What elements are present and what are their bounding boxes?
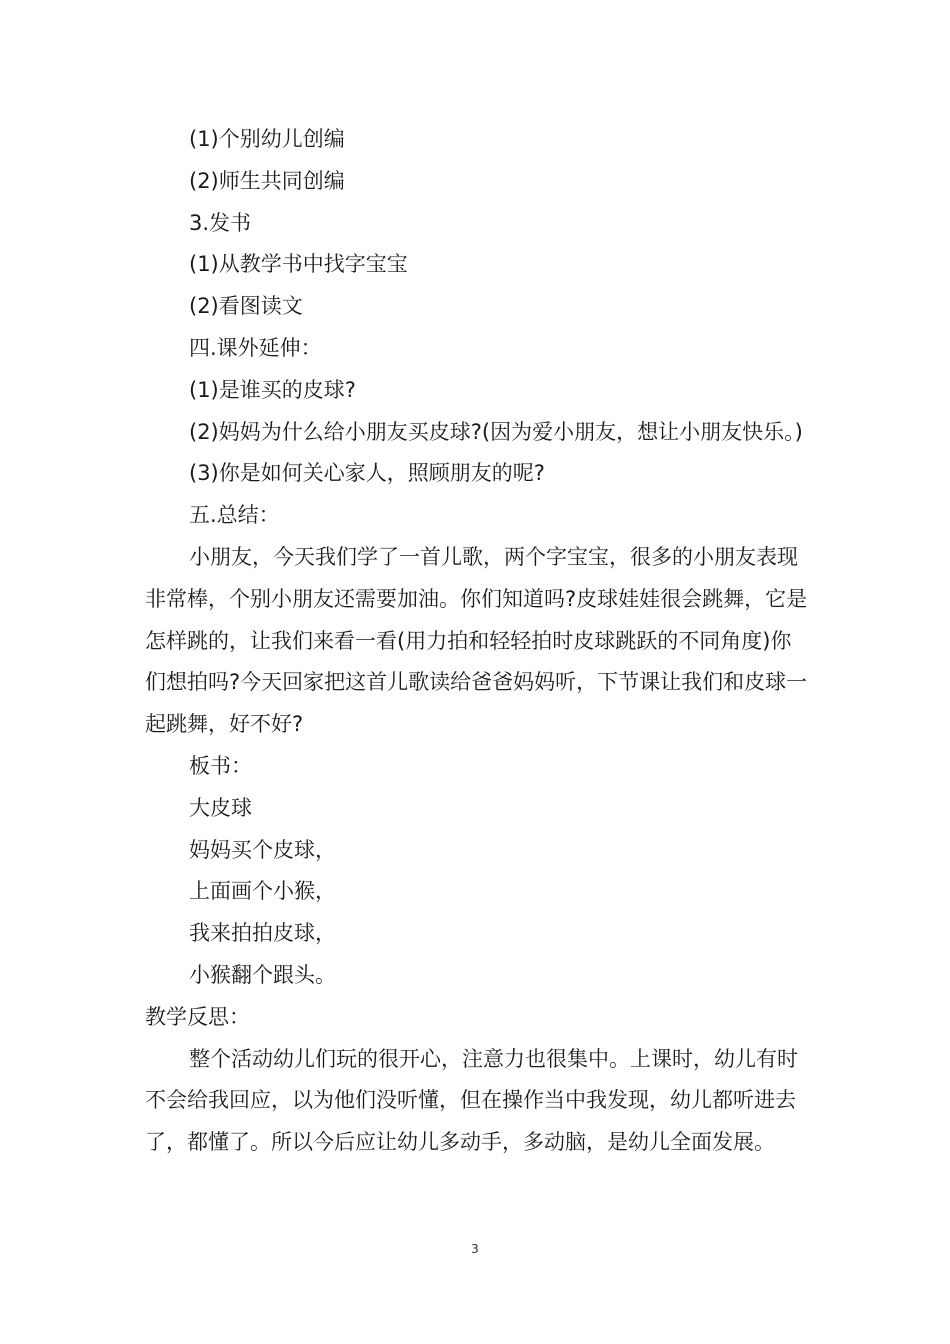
summary-paragraph: 小朋友，今天我们学了一首儿歌，两个字宝宝，很多的小朋友表现非常棒，个别小朋友还需要加油。你们知道吗?皮球娃娃很会跳舞，它是怎样跳的，让我们来看一看(用力拍和轻轻拍时皮球跳跃的不同角度)你们想拍吗?今天回家把这首儿歌读给爸爸妈妈听，下节课让我们和皮球一起跳舞，好不好?	[145, 544, 808, 737]
reflection-paragraph: 整个活动幼儿们玩的很开心，注意力也很集中。上课时，幼儿有时不会给我回应，以为他们没听懂，但在操作当中我发现，幼儿都听进去了，都懂了。所以今后应让幼儿多动手，多动脑，是幼儿全面发展。	[145, 1046, 798, 1155]
paragraph: (2)看图读文	[189, 294, 303, 319]
paragraph: (1)个别幼儿创编	[189, 127, 345, 151]
section-heading: 五.总结：	[189, 503, 280, 528]
paragraph: (2)妈妈为什么给小朋友买皮球?(因为爱小朋友，想让小朋友快乐。)	[189, 419, 803, 444]
paragraph: (1)从教学书中找字宝宝	[189, 252, 408, 277]
paragraph: 3.发书	[189, 210, 252, 235]
poem-line: 我来拍拍皮球，	[189, 921, 336, 946]
reflection-heading: 教学反思：	[145, 1004, 250, 1029]
poem-line: 妈妈买个皮球，	[189, 837, 336, 862]
blackboard-heading: 板书：	[189, 753, 252, 778]
poem-title: 大皮球	[189, 795, 252, 820]
poem-line: 上面画个小猴，	[189, 879, 336, 904]
section-heading: 四.课外延伸：	[189, 335, 322, 360]
paragraph: (1)是谁买的皮球?	[189, 377, 356, 402]
page-number: 3	[471, 1242, 479, 1256]
paragraph: (3)你是如何关心家人，照顾朋友的呢?	[189, 461, 545, 486]
document-body	[145, 119, 810, 1164]
poem-line: 小猴翻个跟头。	[189, 962, 336, 987]
paragraph: (2)师生共同创编	[189, 168, 345, 193]
